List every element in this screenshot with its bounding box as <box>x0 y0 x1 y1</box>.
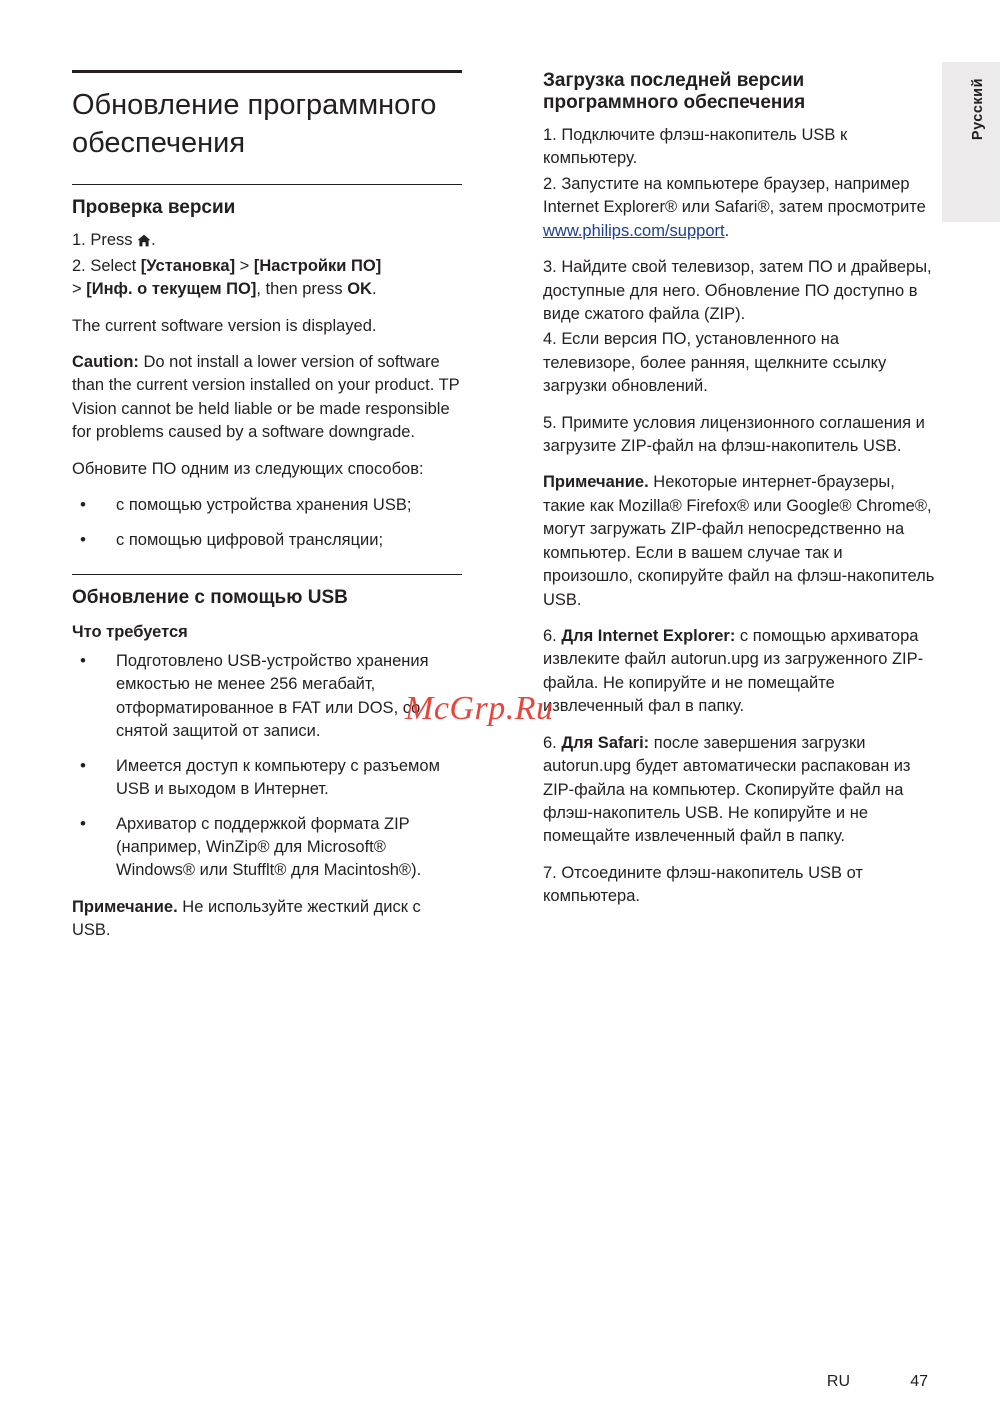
list-item: • с помощью цифровой трансляции; <box>72 529 462 552</box>
step-6-ie-text: с помощью архиватора извлеките файл autorun.upg из загруженного ZIP-файла. Не копируйте и не помещайте извлеченный фал в папку. <box>543 627 924 716</box>
step-6-safari-label: Для Safari: <box>561 733 650 752</box>
download-step-4: 4. Если версия ПО, установленного на телевизоре, более ранняя, щелкните ссылку загрузки обновлений. <box>543 330 887 396</box>
browser-note-text: Некоторые интернет-браузеры, такие как Mozilla® Firefox® или Google® Chrome®, могут загружать ZIP-файл непосредственно на компьютер. Если в вашем случае так и произошло, скопируйте файл на флэш-накопитель USB. <box>543 473 935 609</box>
step-2-h: OK <box>347 280 372 299</box>
usb-note-label: Примечание. <box>72 897 178 916</box>
update-methods-list <box>72 494 462 552</box>
section-rule-1 <box>72 184 462 185</box>
list-item: • Архиватор с поддержкой формата ZIP (например, WinZip® для Microsoft® Windows® или Stufflt® для Macintosh®). <box>72 813 462 883</box>
title-rule <box>72 70 462 73</box>
step-2 <box>72 255 462 302</box>
download-step-2-end: . <box>724 221 730 240</box>
step-6-ie-label: Для Internet Explorer: <box>561 627 736 646</box>
caution-label: Caution: <box>72 353 139 372</box>
usb-note <box>72 896 462 943</box>
usb-note-text: Не используйте жесткий диск с USB. <box>72 897 421 940</box>
right-column <box>543 70 935 922</box>
step-2-b: [Установка] <box>140 256 236 275</box>
home-icon <box>137 231 151 244</box>
list-item: • Подготовлено USB-устройство хранения емкостью не менее 256 мегабайт, отформатированное в FAT или DOS, со снятой защитой от записи. <box>72 650 462 744</box>
browser-note <box>543 471 935 612</box>
step-1-text: 1. Press <box>72 231 138 250</box>
caution-text: Do not install a lower version of software than the current version installed on your product. TP Vision cannot be held liable or be made responsible for problems caused by a software downgrade. <box>72 353 460 442</box>
step-2-f: [Инф. о текущем ПО] <box>86 280 257 299</box>
step-2-a: 2. Select <box>72 256 141 275</box>
download-step-5: 5. Примите условия лицензионного соглашения и загрузите ZIP-файл на флэш-накопитель USB. <box>543 413 925 456</box>
heading-requirements: Что требуется <box>72 623 188 642</box>
requirements-list <box>72 650 462 883</box>
section-rule-2 <box>72 574 462 575</box>
download-step-1: 1. Подключите флэш-накопитель USB к компьютеру. <box>543 126 848 168</box>
update-intro: Обновите ПО одним из следующих способов: <box>72 459 424 478</box>
heading-download-latest: Загрузка последней версии программного обеспечения <box>543 70 806 113</box>
step-2-e: > <box>72 280 87 299</box>
footer-language: RU <box>826 1373 850 1390</box>
philips-support-link[interactable]: www.philips.com/support <box>543 221 725 240</box>
caution-paragraph <box>72 351 462 445</box>
step-2-d: [Настройки ПО] <box>253 256 382 275</box>
step-6-safari-num: 6. <box>543 733 562 752</box>
left-column <box>72 70 462 956</box>
download-step-6-safari <box>543 732 935 849</box>
list-item: • с помощью устройства хранения USB; <box>72 494 462 517</box>
step-1-text-end: . <box>151 231 156 250</box>
step-6-safari-text: после завершения загрузки autorun.upg будет автоматически распакован из ZIP-файла на компьютер. Скопируйте файл на флэш-накопитель USB. Не копируйте и не помещайте извлеченный файл в папку. <box>543 733 911 846</box>
list-item: • Имеется доступ к компьютеру с разъемом USB и выходом в Интернет. <box>72 755 462 802</box>
page-title: Обновление программного обеспечения <box>72 89 437 159</box>
language-tab-label: Русский <box>970 78 986 141</box>
watermark: McGrp.Ru <box>405 690 554 727</box>
step-2-c: > <box>235 256 254 275</box>
download-step-2 <box>543 173 935 243</box>
download-step-7: 7. Отсоедините флэш-накопитель USB от компьютера. <box>543 863 863 906</box>
heading-usb-update: Обновление с помощью USB <box>72 587 348 609</box>
download-step-3: 3. Найдите свой телевизор, затем ПО и драйверы, доступные для него. Обновление ПО доступно в виде сжатого файла (ZIP). <box>543 258 932 323</box>
footer-page-number: 47 <box>910 1373 928 1390</box>
browser-note-label: Примечание. <box>543 473 649 492</box>
step-2-i: . <box>371 280 377 299</box>
page-footer <box>0 1373 1000 1391</box>
heading-check-version: Проверка версии <box>72 197 236 219</box>
download-step-2-text: 2. Запустите на компьютере браузер, например Internet Explorer® или Safari®, затем просмотрите <box>543 174 926 217</box>
step-1 <box>72 229 462 252</box>
current-version-note: The current software version is displayed. <box>72 316 377 335</box>
download-step-6-ie <box>543 625 935 719</box>
step-6-ie-num: 6. <box>543 627 562 646</box>
step-2-g: , then press <box>256 280 348 299</box>
